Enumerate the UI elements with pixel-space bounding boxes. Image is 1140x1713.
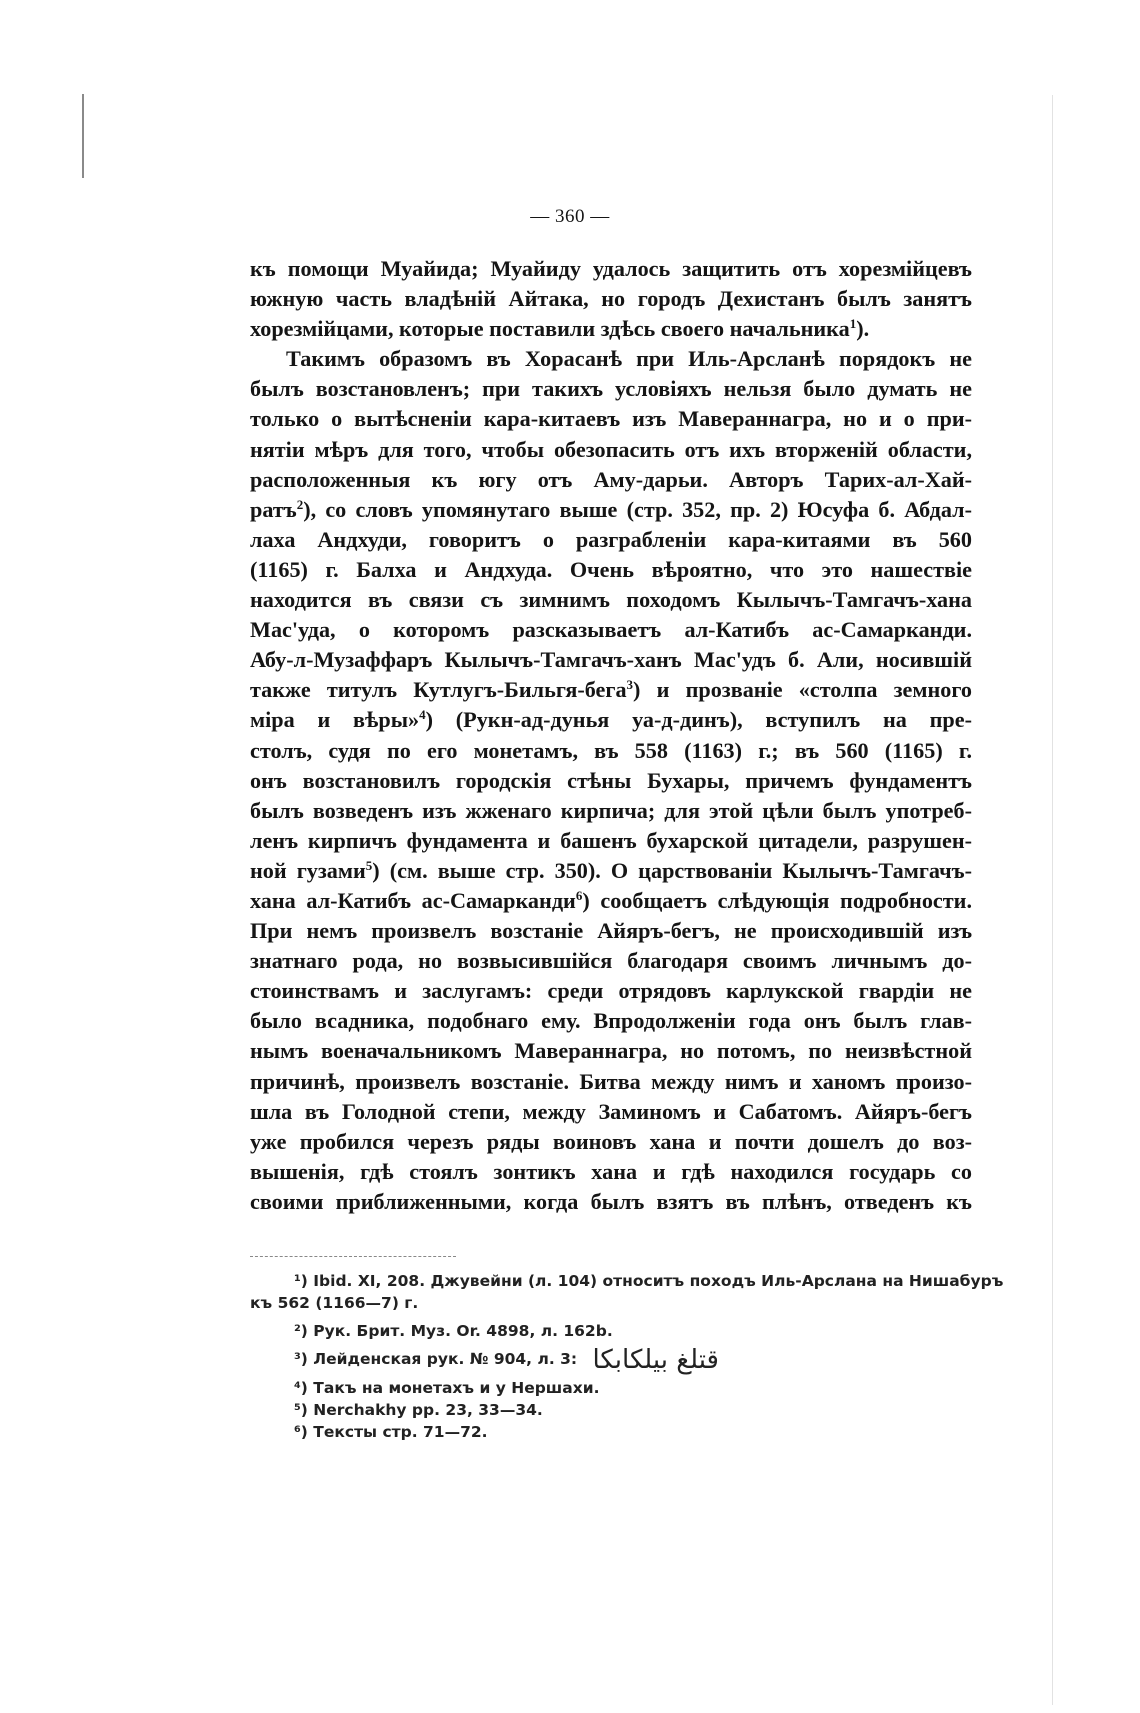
text-line — [250, 495, 972, 525]
footnote-marker: ⁴) — [294, 1379, 308, 1397]
text-line — [250, 705, 972, 735]
text-line — [250, 465, 972, 495]
text-line-content: шла въ Голодной степи, между Заминомъ и Сабатомъ. Айяръ-бегъ — [250, 1098, 972, 1124]
text-line-content: ратъ — [250, 496, 297, 522]
footnote-marker: ⁵) — [294, 1401, 308, 1419]
text-line — [250, 435, 972, 465]
text-line-content: Мас'уда, о которомъ разсказываетъ ал-Катибъ ас-Самарканди. — [250, 617, 972, 643]
text-line-content: столъ, судя по его монетамъ, въ 558 (1163) г.; въ 560 (1165) г. — [250, 737, 972, 763]
text-line — [250, 314, 972, 344]
text-line-content: только о вытѣсненіи кара-китаевъ изъ Мавераннагра, но и о при- — [250, 406, 972, 432]
footnote-marker: ²) — [294, 1322, 308, 1340]
scan-edge-right — [1052, 95, 1053, 1705]
footnote-2 — [250, 1320, 972, 1342]
text-line-content: (1165) г. Балха и Андхуда. Очень вѣроятно, что это нашествіе — [250, 556, 972, 582]
text-line-content: ленъ кирпичъ фундамента и башенъ бухарской цитадели, разрушен- — [250, 827, 972, 853]
text-line-content: причинѣ, произвелъ возстаніе. Битва между нимъ и ханомъ произо- — [250, 1068, 972, 1094]
page-number: — 360 — — [530, 206, 610, 227]
text-line-content: лаха Андхуди, говоритъ о разграбленіи кара-китаями въ 560 — [250, 526, 972, 552]
text-line-content: находится въ связи съ зимнимъ походомъ Кылычъ-Тамгачъ-хана — [250, 587, 972, 613]
text-line-content: знатнаго рода, но возвысившійся благодаря своимъ личнымъ до- — [250, 948, 972, 974]
text-line — [250, 766, 972, 796]
text-line-tail: ) (см. выше стр. 350). О царствованіи Кылычъ-Тамгачъ- — [372, 857, 972, 883]
text-line-content: уже пробился черезъ ряды воиновъ хана и почти дошелъ до воз- — [250, 1128, 972, 1154]
text-line — [250, 645, 972, 675]
footnote-text: Такъ на монетахъ и у Нершахи. — [313, 1379, 600, 1397]
text-line-tail: ) и прозваніе «столпа земного — [633, 677, 972, 703]
scan-edge-left — [82, 94, 84, 178]
footnote-reference: 2 — [296, 496, 304, 512]
text-line — [250, 525, 972, 555]
body-text — [250, 254, 972, 1217]
text-line — [250, 1006, 972, 1036]
text-line-content: было всадника, подобнаго ему. Впродолженіи года онъ былъ глав- — [250, 1008, 972, 1034]
text-line-content: своими приближенными, когда былъ взятъ въ плѣнъ, отведенъ къ — [250, 1188, 972, 1214]
footnote-text: Nerchakhy pp. 23, 33—34. — [313, 1401, 543, 1419]
footnote-reference: 1 — [849, 316, 857, 332]
text-line — [250, 615, 972, 645]
text-line-tail: ). — [856, 316, 870, 342]
footnote-marker: ³) — [294, 1350, 308, 1368]
text-line — [250, 916, 972, 946]
footnote-reference: 3 — [626, 677, 634, 693]
footnote-3 — [250, 1345, 972, 1375]
text-line — [250, 1127, 972, 1157]
footnotes — [250, 1270, 1004, 1443]
text-line — [250, 1097, 972, 1127]
text-line-content: хана ал-Катибъ ас-Самарканди — [250, 887, 576, 913]
footnote-1 — [250, 1270, 1004, 1292]
footnote-reference: 5 — [365, 857, 373, 873]
footnote-text: Лейденская рук. № 904, л. 3: — [313, 1350, 578, 1368]
text-line-content: Абу-л-Музаффаръ Кылычъ-Тамгачъ-ханъ Мас'удъ б. Али, носившій — [250, 647, 972, 673]
footnote-separator — [250, 1256, 456, 1257]
arabic-script-text: قتلغ بيلكابكا — [592, 1345, 719, 1375]
text-line-content: При немъ произвелъ возстаніе Айяръ-бегъ, не происходившій изъ — [250, 918, 972, 944]
text-line-content: расположенныя къ югу отъ Аму-дарьи. Авторъ Тарих-ал-Хай- — [250, 466, 972, 492]
text-line — [250, 976, 972, 1006]
text-line-content: былъ возведенъ изъ жженаго кирпича; для этой цѣли былъ употреб- — [250, 797, 972, 823]
text-line — [250, 1157, 972, 1187]
text-line — [250, 796, 972, 826]
footnote-marker: ¹) — [294, 1272, 308, 1290]
text-line — [250, 856, 972, 886]
text-line — [250, 826, 972, 856]
text-line-content: онъ возстановилъ городскія стѣны Бухары, причемъ фундаментъ — [250, 767, 972, 793]
text-line — [250, 736, 972, 766]
text-line — [250, 1187, 972, 1217]
text-line — [250, 1067, 972, 1097]
text-line — [250, 675, 972, 705]
footnote-reference: 6 — [575, 887, 583, 903]
text-line-content: нятіи мѣръ для того, чтобы обезопасить отъ ихъ вторженій области, — [250, 436, 972, 462]
text-line-content: южную часть владѣній Айтака, но городъ Дехистанъ былъ занятъ — [250, 286, 972, 312]
text-line-content: къ помощи Муайида; Муайиду удалось защитить отъ хорезмійцевъ — [250, 256, 972, 281]
text-line-content: міра и вѣры» — [250, 707, 420, 733]
text-line-content: хорезмійцами, которые поставили здѣсь своего начальника — [250, 316, 850, 342]
footnote-4 — [250, 1377, 972, 1399]
text-line-content: стоинствамъ и заслугамъ: среди отрядовъ карлукской гвардіи не — [250, 978, 972, 1004]
footnote-6 — [250, 1421, 972, 1443]
text-line — [250, 886, 972, 916]
text-line-content: нымъ военачальникомъ Мавераннагра, но потомъ, по неизвѣстной — [250, 1038, 972, 1064]
text-line — [250, 254, 972, 284]
footnote-text: Тексты стр. 71—72. — [313, 1423, 488, 1441]
text-line-content: былъ возстановленъ; при такихъ условіяхъ нельзя было думать не — [250, 376, 972, 402]
text-line — [250, 585, 972, 615]
text-line-content: Такимъ образомъ въ Хорасанѣ при Иль-Арсланѣ порядокъ не — [286, 346, 972, 372]
text-line-tail: ), со словъ упомянутаго выше (стр. 352, пр. 2) Юсуфа б. Абдал- — [303, 496, 972, 522]
text-line — [250, 946, 972, 976]
text-line-tail: ) сообщаетъ слѣдующія подробности. — [582, 887, 972, 913]
text-line — [250, 284, 972, 314]
text-line — [250, 344, 972, 374]
footnote-reference: 4 — [419, 707, 426, 723]
text-line — [250, 1036, 972, 1066]
footnote-text: Ibid. XI, 208. Джувейни (л. 104) относитъ походъ Иль-Арслана на Нишабуръ — [313, 1272, 1004, 1290]
footnote-1-continuation: къ 562 (1166—7) г. — [250, 1294, 419, 1312]
footnote-5 — [250, 1399, 972, 1421]
text-line — [250, 374, 972, 404]
text-line — [250, 404, 972, 434]
text-line-content: также титулъ Кутлугъ-Бильгя-бега — [250, 677, 627, 703]
footnote-marker: ⁶) — [294, 1423, 308, 1441]
text-line-content: ной гузами — [250, 857, 366, 883]
footnote-text: Рук. Брит. Муз. Or. 4898, л. 162b. — [313, 1322, 613, 1340]
text-line-tail: ) (Рукн-ад-дунья уа-д-динъ), вступилъ на пре- — [425, 707, 972, 733]
text-line-content: вышенія, гдѣ стоялъ зонтикъ хана и гдѣ находился государь со — [250, 1158, 972, 1184]
text-line — [250, 555, 972, 585]
